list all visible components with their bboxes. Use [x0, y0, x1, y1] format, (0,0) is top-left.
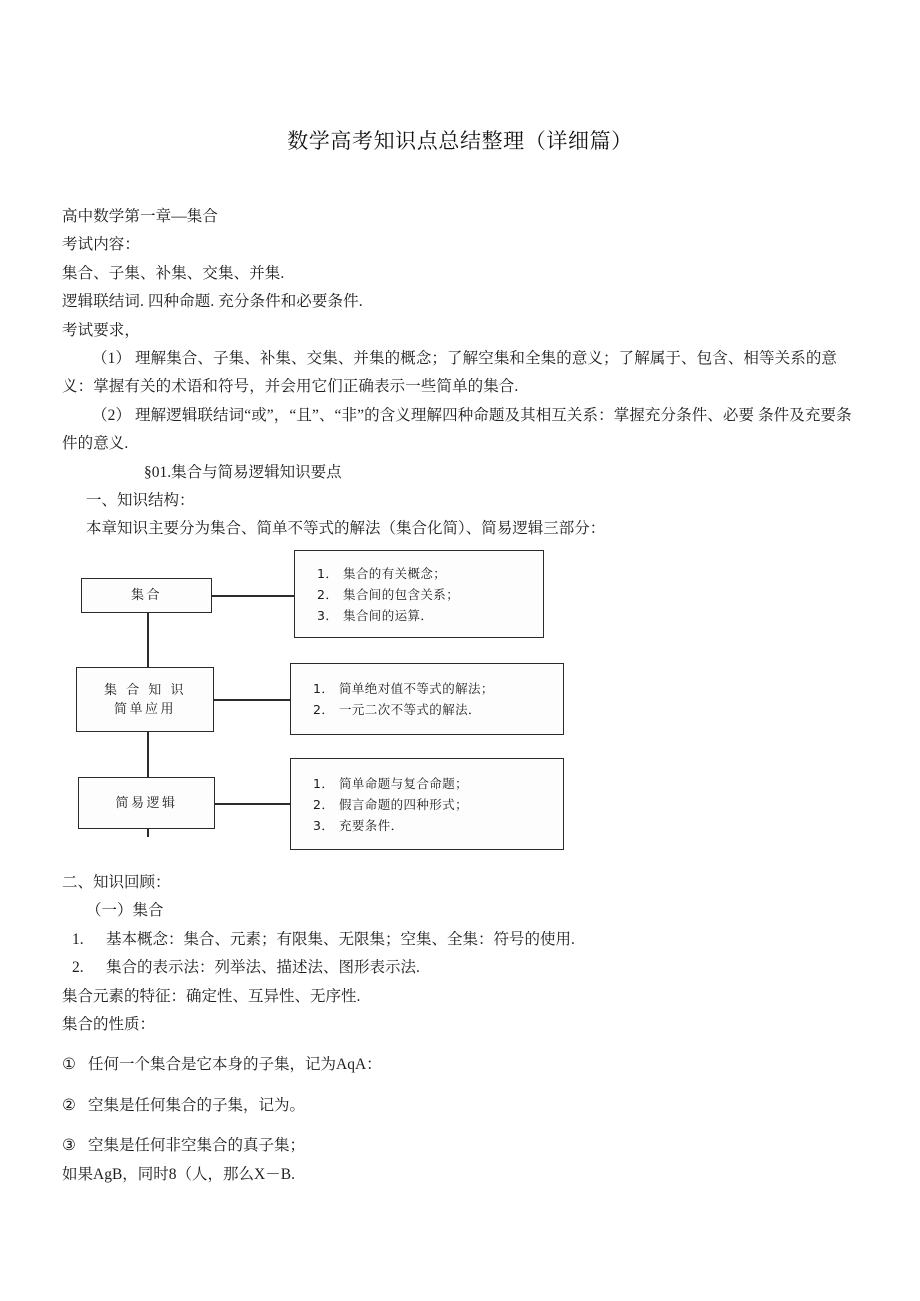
intro-line-exam-content: 考试内容：	[62, 236, 141, 254]
page-title: 数学高考知识点总结整理（详细篇）	[287, 129, 633, 153]
diagram-panel-applications-row	[313, 699, 563, 720]
connector-node3-to-panel3	[215, 803, 294, 805]
row-number: 2．	[317, 586, 339, 602]
diagram-panel-sets-row	[317, 605, 543, 626]
property-marker: ①	[62, 1056, 76, 1074]
review-item-text: 集合的表示法：列举法、描述法、图形表示法.	[106, 959, 420, 977]
diagram-node-applications-line1: 集 合 知 识	[104, 682, 186, 698]
diagram-panel-sets-row	[317, 584, 543, 605]
property-item-2	[62, 1092, 862, 1120]
row-text: 集合间的运算．	[343, 607, 434, 623]
knowledge-structure-diagram	[62, 545, 502, 855]
property-item-1	[62, 1051, 862, 1079]
row-text: 简单命题与复合命题；	[339, 775, 469, 791]
diagram-node-sets-label: 集合	[130, 588, 162, 603]
intro-line-chapter: 高中数学第一章—集合	[62, 208, 219, 225]
property-text: 空集是任何集合的子集，记为。	[88, 1096, 306, 1114]
properties-heading: 集合的性质：	[62, 1016, 156, 1034]
traits-line: 集合元素的特征：确定性、互异性、无序性.	[62, 987, 361, 1005]
row-number: 1．	[313, 681, 335, 696]
review-item-text: 基本概念：集合、元素；有限集、无限集；空集、全集：符号的使用.	[106, 930, 575, 948]
requirement-item-1: （1） 理解集合、子集、补集、交集、并集的概念；了解空集和全集的意义；了解属于、包含、相等关系的意义：掌握有关的术语和符号，并会用它们正确表示一些简单的集合.	[62, 350, 838, 396]
diagram-node-applications-line2: 简单应用	[113, 701, 176, 717]
diagram-panel-sets	[294, 550, 544, 638]
row-number: 2．	[313, 796, 335, 812]
row-text: 一元二次不等式的解法．	[339, 702, 481, 717]
property-marker: ③	[62, 1137, 76, 1155]
requirement-item-2: （2） 理解逻辑联结词“或”，“且”、“非”的含义理解四种命题及其相互关系：掌握充分条件、必要 条件及充要条件的意义.	[62, 406, 852, 453]
review-section	[62, 869, 862, 1189]
diagram-panel-sets-row	[317, 563, 543, 584]
row-text: 简单绝对值不等式的解法；	[339, 681, 494, 696]
property-text: 任何一个集合是它本身的子集，记为AqA：	[88, 1056, 382, 1074]
intro-line-exam-requirements: 考试要求，	[62, 321, 141, 339]
review-item	[62, 954, 862, 982]
intro-section	[62, 203, 862, 544]
review-heading: 二、知识回顾：	[62, 874, 171, 891]
connector-node2-to-panel2	[214, 699, 294, 701]
diagram-node-sets	[81, 578, 212, 613]
diagram-panel-logic-row	[313, 794, 563, 815]
diagram-panel-logic-row	[313, 773, 563, 794]
property-item-3	[62, 1132, 862, 1160]
diagram-panel-applications	[290, 663, 564, 735]
connector-node1-to-panel1	[212, 595, 294, 597]
diagram-node-logic	[78, 777, 215, 829]
property-marker: ②	[62, 1096, 76, 1114]
diagram-node-applications	[76, 667, 214, 732]
row-number: 3．	[317, 607, 339, 623]
diagram-panel-applications-row	[313, 678, 563, 699]
review-item-index: 1.	[72, 930, 84, 948]
review-item-index: 2.	[72, 959, 84, 977]
row-text: 假言命题的四种形式；	[339, 796, 469, 812]
structure-heading: 一、知识结构：	[86, 492, 195, 510]
section-heading: §01.集合与简易逻辑知识要点	[144, 463, 342, 481]
row-number: 1．	[313, 775, 335, 791]
diagram-node-logic-label: 简易逻辑	[115, 795, 178, 811]
row-number: 2．	[313, 702, 335, 717]
row-text: 集合间的包含关系；	[343, 586, 460, 602]
row-number: 1．	[317, 565, 339, 581]
diagram-panel-logic	[290, 758, 564, 850]
review-subheading: （一）集合	[86, 902, 164, 920]
intro-line-logic: 逻辑联结词. 四种命题. 充分条件和必要条件.	[62, 293, 363, 311]
row-number: 3．	[313, 817, 335, 833]
row-text: 充要条件．	[339, 817, 404, 833]
property-text: 空集是任何非空集合的真子集；	[88, 1137, 306, 1155]
intro-line-sets: 集合、子集、补集、交集、并集.	[62, 264, 285, 282]
closing-line: 如果AgB，同时8（人，那么X－B.	[62, 1165, 295, 1183]
structure-intro: 本章知识主要分为集合、简单不等式的解法（集合化简）、简易逻辑三部分：	[86, 520, 606, 538]
review-item	[62, 926, 862, 954]
row-text: 集合的有关概念；	[343, 565, 447, 581]
diagram-panel-logic-row	[313, 815, 563, 836]
